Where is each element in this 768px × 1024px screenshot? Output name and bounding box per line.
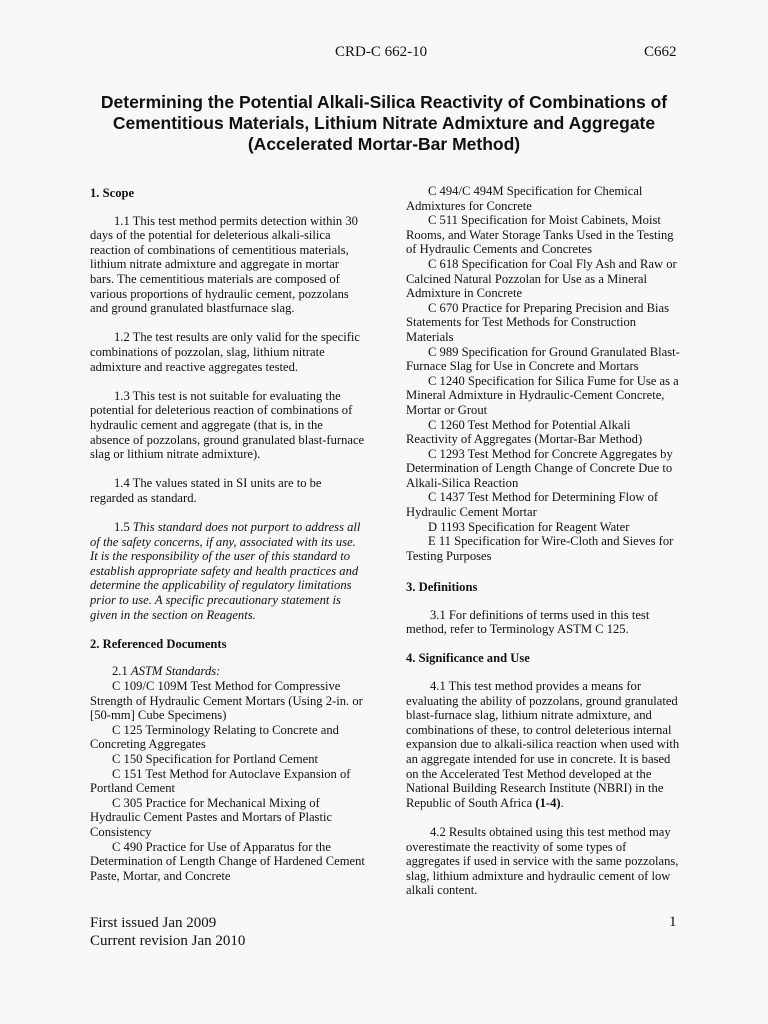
paragraph-4-1	[406, 679, 682, 810]
document-short-code: C662	[644, 44, 677, 60]
section-heading-scope: 1. Scope	[90, 186, 135, 200]
section-heading-definitions: 3. Definitions	[406, 580, 478, 595]
page-number: 1	[669, 914, 677, 930]
reference-item: C 125 Terminology Relating to Concrete and Concreting Aggregates	[90, 722, 339, 752]
paragraph-3-1: 3.1 For definitions of terms used in this test method, refer to Terminology ASTM C 125.	[406, 607, 650, 637]
document-code: CRD-C 662-10	[335, 44, 428, 60]
reference-item: C 109/C 109M Test Method for Compressive Strength of Hydraulic Cement Mortars (Using 2-in. or [50-mm] Cube Specimens)	[90, 679, 363, 723]
reference-item: C 511 Specification for Moist Cabinets, Moist Rooms, and Water Storage Tanks Used in the Testing of Hydraulic Cements and Concretes	[406, 213, 674, 257]
subsection-astm-standards	[90, 664, 365, 679]
reference-item: C 989 Specification for Ground Granulated Blast-Furnace Slag for Use in Concrete and Mortars	[406, 344, 680, 374]
current-revision: Current revision Jan 2010	[90, 933, 246, 949]
section-heading-referenced: 2. Referenced Documents	[90, 636, 227, 651]
reference-item: C 1260 Test Method for Potential Alkali Reactivity of Aggregates (Mortar-Bar Method)	[406, 417, 643, 447]
subsection-number: 2.1	[112, 664, 131, 679]
reference-item: D 1193 Specification for Reagent Water	[428, 519, 630, 534]
paragraph-4-1-text: 4.1 This test method provides a means for evaluating the ability of pozzolans, ground granulated blast-furnace slag, lithium nitrate admixture, and combinations of these, to control deleterious internal expansion due to alkali-silica reaction when used with an aggregate intended for use in concrete. It is based on the Accelerated Test Method developed at the National Building Research Institute (NBRI) in the Republic of South Africa	[406, 679, 680, 810]
footer-dates	[90, 914, 245, 950]
subsection-italic: ASTM Standards:	[130, 664, 221, 679]
reference-item: C 1437 Test Method for Determining Flow of Hydraulic Cement Mortar	[406, 490, 659, 520]
section-heading-significance: 4. Significance and Use	[406, 651, 530, 666]
paragraph-1-2: 1.2 The test results are only valid for the specific combinations of pozzolan, slag, lithium nitrate admixture and reactive aggregates tested.	[90, 330, 360, 374]
paragraph-1-5-italic: This standard does not purport to address all of the safety concerns, if any, associated with its use. It is the responsibility of the user of this standard to establish appropriate safety and health practices and determine the applicability of regulatory limitations prior to use. A specific precautionary statement is given in the section on Reagents.	[90, 520, 361, 622]
reference-item: C 670 Practice for Preparing Precision and Bias Statements for Test Methods for Construction Materials	[406, 300, 669, 344]
paragraph-1-5-number: 1.5	[114, 520, 133, 535]
paragraph-4-2: 4.2 Results obtained using this test method may overestimate the reactivity of some types of aggregates if used in service with the same pozzolans, slag, lithium admixture and hydraulic cement of low alkali content.	[406, 824, 679, 898]
paragraph-1-1: 1.1 This test method permits detection within 30 days of the potential for deleterious alkali-silica reaction of combinations of cementitious materials, lithium nitrate admixture and aggregate in mortar bars. The cementitious materials are composed of various proportions of hydraulic cement, pozzolans and ground granulated blastfurnace slag.	[90, 213, 358, 316]
citation-bold: (1-4)	[535, 795, 561, 810]
reference-item: C 305 Practice for Mechanical Mixing of Hydraulic Cement Pastes and Mortars of Plastic Consistency	[90, 795, 333, 839]
reference-item: C 150 Specification for Portland Cement	[112, 751, 319, 766]
reference-item: C 151 Test Method for Autoclave Expansion of Portland Cement	[90, 766, 351, 796]
reference-item: E 11 Specification for Wire-Cloth and Sieves for Testing Purposes	[406, 534, 674, 563]
paragraph-1-3: 1.3 This test is not suitable for evaluating the potential for deleterious reaction of combinations of hydraulic cement and aggregate (that is, in the absence of pozzolans, ground granulated blast-furnace slag or lithium nitrate admixture).	[90, 388, 365, 462]
right-column	[406, 184, 682, 913]
reference-item: C 490 Practice for Use of Apparatus for the Determination of Length Change of Hardened Cement Paste, Mortar, and Concrete	[90, 839, 365, 883]
document-title: Determining the Potential Alkali-Silica Reactivity of Combinations of Cementitious Materials, Lithium Nitrate Admixture and Aggregate (Accelerated Mortar-Bar Method)	[100, 92, 668, 154]
reference-item: C 1293 Test Method for Concrete Aggregates by Determination of Length Change of Concrete Due to Alkali-Silica Reaction	[406, 446, 673, 490]
left-column	[90, 184, 365, 883]
paragraph-1-4: 1.4 The values stated in SI units are to be regarded as standard.	[90, 476, 322, 505]
first-issued: First issued Jan 2009	[90, 915, 217, 931]
reference-item: C 494/C 494M Specification for Chemical Admixtures for Concrete	[406, 184, 643, 213]
paragraph-1-5	[90, 520, 365, 622]
reference-item: C 1240 Specification for Silica Fume for Use as a Mineral Admixture in Hydraulic-Cement Concrete, Mortar or Grout	[406, 373, 679, 417]
reference-item: C 618 Specification for Coal Fly Ash and Raw or Calcined Natural Pozzolan for Use as a Mineral Admixture in Concrete	[406, 256, 677, 301]
paragraph-4-1-end: .	[560, 795, 564, 810]
